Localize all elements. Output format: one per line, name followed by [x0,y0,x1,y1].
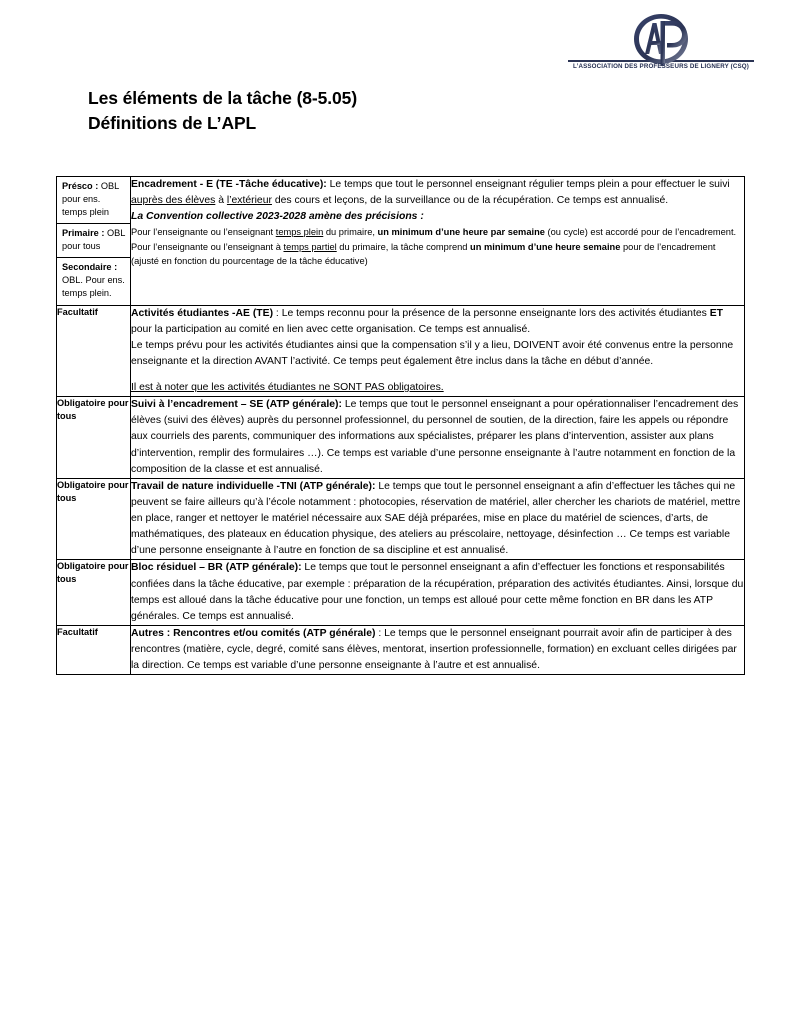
category-label: Facultatif [57,306,98,317]
logo-caption: L’ASSOCIATION DES PROFESSEURS DE LIGNERY (CSQ) [573,63,749,70]
definition-cell-encadrement [131,177,745,306]
category-sub-presco-label: Présco : [62,181,99,191]
category-label: Obligatoire pour tous [57,561,129,585]
conv1-underline: temps plein [275,227,324,238]
table-row [57,397,745,479]
definition-text-b: à [215,195,227,207]
category-cell-obligatoire [57,478,131,560]
category-sub-secondaire [57,258,130,304]
convention-paragraph-1 [131,225,744,239]
definition-cell-suivi-encadrement [131,397,745,479]
definition-underline-1: auprès des élèves [131,195,216,207]
definition-heading: Encadrement - E (TE -Tâche éducative): [131,179,327,190]
organization-logo [566,12,756,70]
definition-text: : Le temps que le personnel enseignant pourrait avoir afin de participer à des rencontres (matière, cycle, degré, comité sans élèves, mentorat, insertion professionnelle, formation) en excluant celles dirigées par la direction. Ce temps est variable d’une personne enseignante à l’autre et est annualisé. [131,627,737,672]
conv1-text-c: (ou cycle) est accordé pour de l’encadrement. [544,227,737,238]
conv1-bold: un minimum d’une heure par semaine [377,227,545,238]
table-row [57,478,745,560]
convention-paragraph-2 [131,240,744,268]
definition-text: Le temps que tout le personnel enseignant a afin d’effectuer les fonctions et responsabilités confiées dans la tâche éducative, par exemple : préparation de la récupération, préparation des activités étudiantes. Ainsi, lorsque du temps est alloué dans la tâche éducative pour une fonction, un temps est alloué pour cette même fonction en BR dans les ATP générales. Ce temps est annualisé. [131,562,744,622]
task-elements-table [56,176,745,675]
table-row [57,625,745,674]
definition-text-c: des cours et leçons, de la surveillance ou de la récupération. Ce temps est annualisé. [271,195,669,207]
table-row [57,305,745,397]
category-cell-facultatif [57,305,131,397]
definition-heading: Suivi à l’encadrement – SE (ATP générale): [131,399,342,411]
category-sub-primaire-label: Primaire : [62,228,105,239]
conv2-text-b: du primaire, la tâche comprend [336,241,471,252]
definition-paragraph [131,626,744,674]
category-sub-primaire-text: OBL pour tous [62,228,125,252]
definition-bold-et: ET [709,307,723,319]
category-cell-obligatoire [57,397,131,479]
page-title [88,86,357,136]
definition-cell-bloc-residuel [131,560,745,626]
category-sub-secondaire-label: Secondaire : [62,262,118,273]
definition-paragraph [131,479,744,560]
category-sub-secondaire-text: OBL. Pour ens. temps plein. [62,275,125,299]
category-label: Facultatif [57,626,98,637]
page-title-line-2: Définitions de L’APL [88,112,257,133]
table-row [57,560,745,626]
conv2-bold: un minimum d’une heure semaine [470,241,621,252]
category-cell-obligatoire [57,560,131,626]
category-cell-facultatif [57,625,131,674]
definition-underline-2: l’extérieur [226,195,272,207]
definition-heading: Activités étudiantes -AE (TE) [131,307,274,319]
definition-cell-travail-nature-individuelle [131,478,745,560]
definition-text: Le temps que tout le personnel enseignant a pour opérationnaliser l’encadrement des élèves (suivi des élèves) auprès du personnel professionnel, du personnel de soutien, de la direction, faire les appels ou répondre aux courriels des parents, communiquer des informations aux spécialistes, préparer les plans d’intervention, assister aux plans d’intervention, remplir des formulaires …). Ce temps est variable d’une personne enseignante à l’autre notamment en fonction de la composition de la classe et est annualisé. [131,399,739,475]
definition-text-a: Le temps que tout le personnel enseignant régulier temps plein a pour effectuer le suivi [326,179,730,190]
apl-monogram-icon [566,12,756,66]
conv2-underline: temps partiel [283,241,337,252]
category-cell-stacked [57,177,131,306]
conv2-text-a: Pour l’enseignante ou l’enseignant à [131,241,284,252]
definition-text: Le temps que tout le personnel enseignant a afin d’effectuer les tâches qui ne peuvent se faire ailleurs qu’à l’école notamment : photocopies, réservation de matériel, aller chercher les chariots de matériel, mettre en place, ranger et nettoyer le matériel nécessaire aux SAE déjà préparées, mise en place du matériel de sciences, d’arts, de mathématiques, des plateaux en éducation physique, des ateliers au préscolaire, nettoyage, désinfection … Ce temps est variable d’une personne enseignante à l’autre en fonction de sa discipline et est annualisé. [131,480,741,557]
conv2-text-c: pour de l’encadrement (ajusté en fonction du pourcentage de la tâche éducative) [131,241,716,266]
category-sub-presco-text: OBL pour ens. temps plein [62,181,119,218]
definition-note-underlined: Il est à noter que les activités étudiantes ne SONT PAS obligatoires. [131,382,444,393]
definition-heading: Bloc résiduel – BR (ATP générale): [131,562,302,574]
category-label: Obligatoire pour tous [57,398,129,422]
table-row [57,177,745,306]
category-sub-presco [57,177,130,224]
definition-paragraph [131,560,744,625]
definition-paragraph [131,397,744,478]
convention-subheading: La Convention collective 2023-2028 amène des précisions : [131,211,424,223]
conv1-text-a: Pour l’enseignante ou l’enseignant [131,227,276,238]
category-label: Obligatoire pour tous [57,479,129,503]
definition-cell-autres-rencontres [131,625,745,674]
page-title-line-1: Les éléments de la tâche (8-5.05) [88,88,358,108]
definition-paragraph [131,306,744,338]
category-sub-primaire [57,224,130,258]
definition-cell-activites-etudiantes [131,305,745,397]
definition-heading: Travail de nature individuelle -TNI (ATP générale): [131,480,376,492]
definition-text-a: : Le temps reconnu pour la présence de la personne enseignante lors des activités étudiantes [273,307,710,319]
definition-heading: Autres : Rencontres et/ou comités (ATP générale) [131,627,376,639]
definition-paragraph-2: Le temps prévu pour les activités étudiantes ainsi que la compensation s’il y a lieu, DOIVENT avoir été convenus entre la personne enseignante et la direction AVANT l’activité. Ce temps peut également être inclus dans la tâche en début d’année. [131,339,734,367]
definition-paragraph [131,177,744,209]
conv1-text-b: du primaire, [323,227,378,238]
definition-text-b: pour la participation au comité en lien avec cette organisation. Ce temps est annualisé. [131,323,531,335]
